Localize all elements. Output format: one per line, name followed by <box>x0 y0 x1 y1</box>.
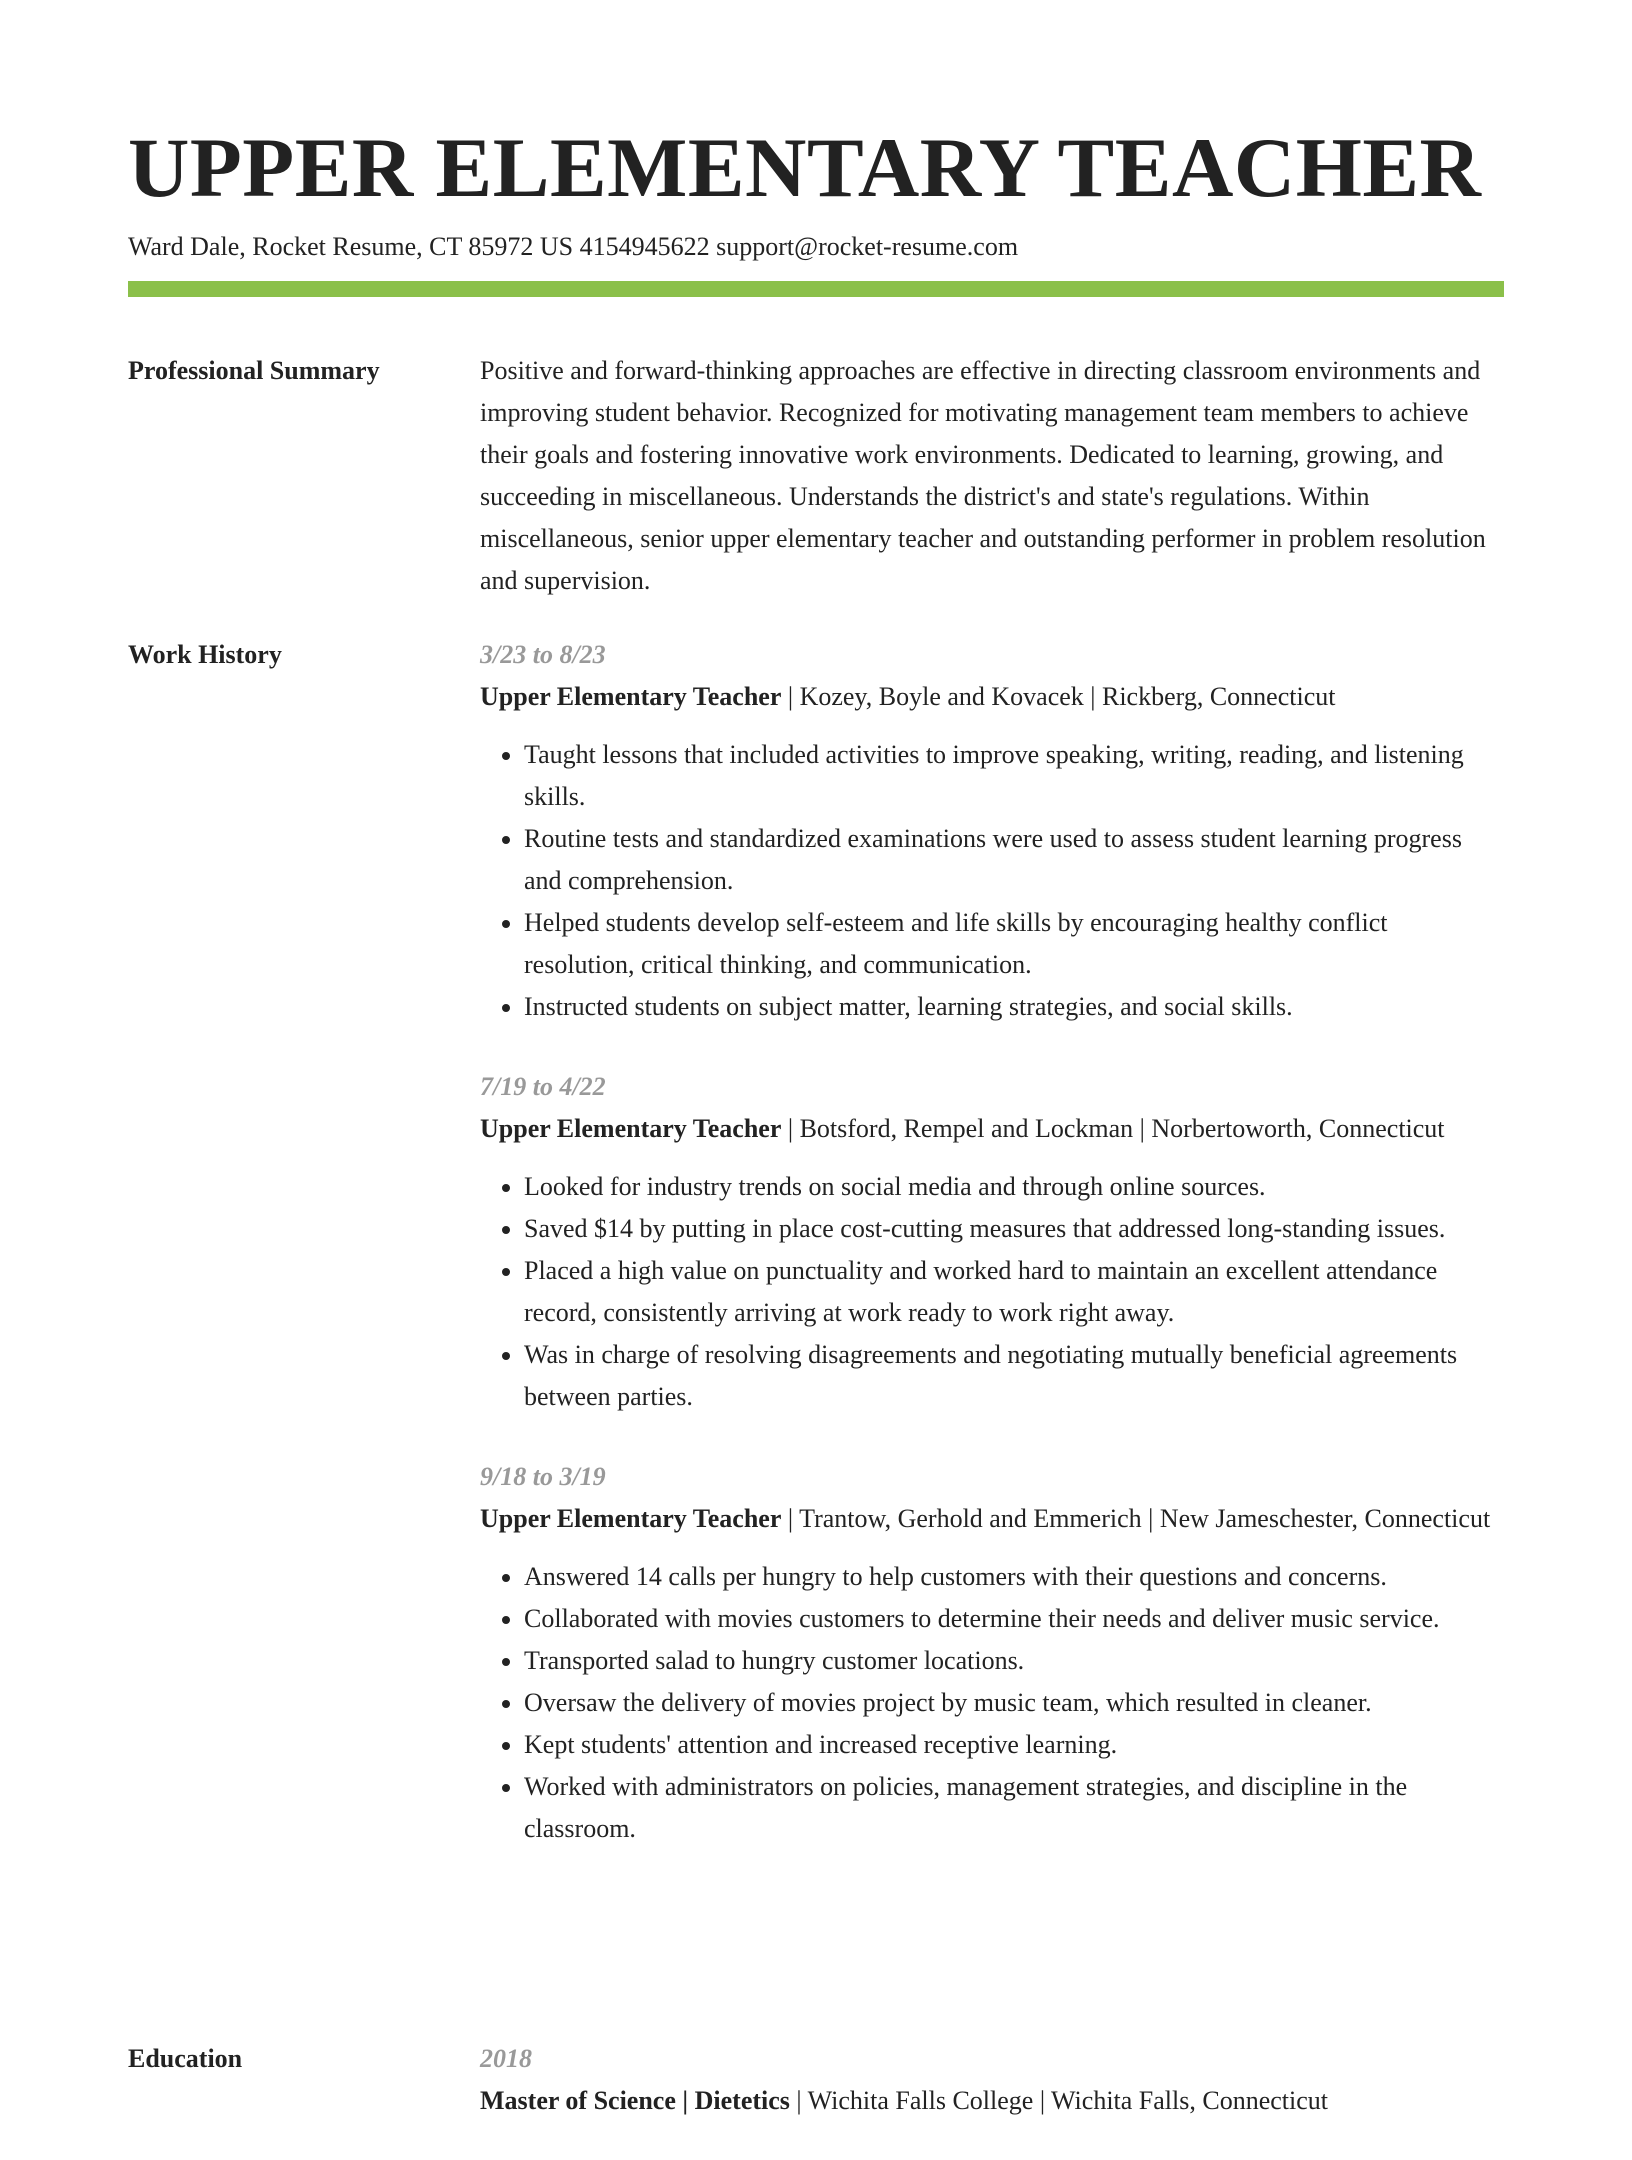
job-title-line <box>480 676 1504 718</box>
job-dates: 9/18 to 3/19 <box>480 1462 606 1491</box>
job-title-line <box>480 1498 1504 1540</box>
degree-details: | Wichita Falls College | Wichita Falls, Connecticut <box>789 2086 1329 2115</box>
list-item: • Kept students' attention and increased receptive learning. <box>524 1724 1504 1766</box>
education-dates: 2018 <box>480 2044 532 2073</box>
resume-header <box>128 118 1504 297</box>
list-item: • Worked with administrators on policies, management strategies, and discipline in the classroom. <box>524 1766 1504 1850</box>
list-item: • Looked for industry trends on social media and through online sources. <box>524 1166 1504 1208</box>
list-item: • Transported salad to hungry customer locations. <box>524 1640 1504 1682</box>
job-duties-list <box>480 734 1504 1028</box>
job-dates: 7/19 to 4/22 <box>480 1072 606 1101</box>
job-role: Upper Elementary Teacher <box>480 1504 782 1533</box>
list-item: • Taught lessons that included activities to improve speaking, writing, reading, and listening skills. <box>524 734 1504 818</box>
contact-line: Ward Dale, Rocket Resume, CT 85972 US 4154945622 support@rocket-resume.com <box>128 232 1019 261</box>
job-role: Upper Elementary Teacher <box>480 682 782 711</box>
section-label: Professional Summary <box>128 356 380 385</box>
section-label: Education <box>128 2044 243 2073</box>
accent-divider <box>128 281 1504 297</box>
job-details: | Botsford, Rempel and Lockman | Norbertoworth, Connecticut <box>781 1114 1445 1143</box>
list-item: • Saved $14 by putting in place cost-cutting measures that addressed long-standing issues. <box>524 1208 1504 1250</box>
degree-title: Master of Science | Dietetics <box>480 2086 790 2115</box>
job-dates: 3/23 to 8/23 <box>480 640 606 669</box>
job-entry <box>480 1066 1504 1418</box>
section-body <box>480 2038 1504 2160</box>
list-item: • Was in charge of resolving disagreements and negotiating mutually beneficial agreements between parties. <box>524 1334 1504 1418</box>
education-entry <box>480 2038 1504 2122</box>
section-label: Work History <box>128 640 282 669</box>
job-entry <box>480 1456 1504 1850</box>
list-item: • Answered 14 calls per hungry to help customers with their questions and concerns. <box>524 1556 1504 1598</box>
job-duties-list <box>480 1556 1504 1850</box>
list-item: • Placed a high value on punctuality and worked hard to maintain an excellent attendance record, consistently arriving at work ready to work right away. <box>524 1250 1504 1334</box>
degree-line <box>480 2080 1504 2122</box>
job-title-line <box>480 1108 1504 1150</box>
job-role: Upper Elementary Teacher <box>480 1114 782 1143</box>
job-duties-list <box>480 1166 1504 1418</box>
section-body <box>480 634 1504 1888</box>
page-title: UPPER ELEMENTARY TEACHER <box>128 121 1482 215</box>
list-item: • Instructed students on subject matter, learning strategies, and social skills. <box>524 986 1504 1028</box>
list-item: • Helped students develop self-esteem and life skills by encouraging healthy conflict resolution, critical thinking, and communication. <box>524 902 1504 986</box>
summary-text: Positive and forward-thinking approaches are effective in directing classroom environments and improving student behavior. Recognized for motivating management team members to achieve their goals and fostering innovative work environments. Dedicated to learning, growing, and succeeding in miscellaneous. Understands the district's and state's regulations. Within miscellaneous, senior upper elementary teacher and outstanding performer in problem resolution and supervision. <box>480 356 1486 595</box>
list-item: • Oversaw the delivery of movies project by music team, which resulted in cleaner. <box>524 1682 1504 1724</box>
job-details: | Trantow, Gerhold and Emmerich | New Jameschester, Connecticut <box>781 1504 1491 1533</box>
job-details: | Kozey, Boyle and Kovacek | Rickberg, Connecticut <box>781 682 1336 711</box>
job-entry <box>480 634 1504 1028</box>
list-item: • Collaborated with movies customers to determine their needs and deliver music service. <box>524 1598 1504 1640</box>
section-body <box>480 350 1504 602</box>
list-item: • Routine tests and standardized examinations were used to assess student learning progress and comprehension. <box>524 818 1504 902</box>
